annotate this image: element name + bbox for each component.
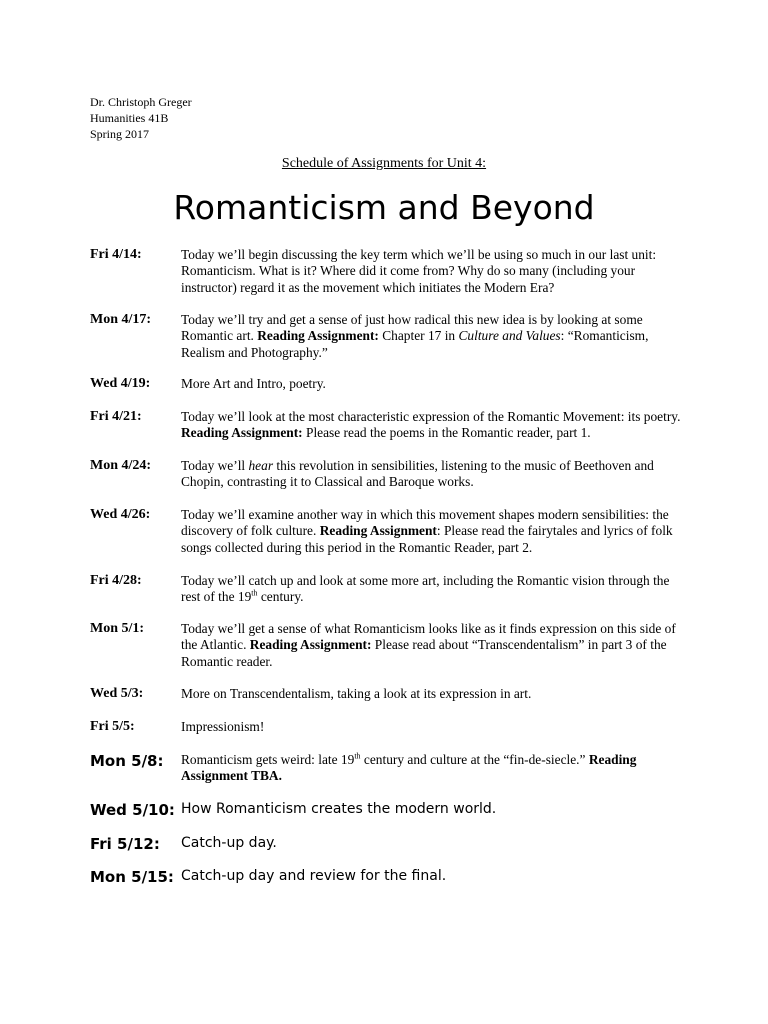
entry-description: Today we’ll hear this revolution in sensibilities, listening to the music of Beethoven and Chopin, contrasting it to Classical and Baroque works. [181, 458, 654, 490]
course-name: Humanities 41B [90, 111, 169, 125]
entry-description: Today we’ll get a sense of what Romanticism looks like as it finds expression on this side of the Atlantic. Reading Assignment: Please read about “Transcendentalism” in part 3 of the Romantic reader. [181, 621, 676, 669]
entry-description: Today we’ll examine another way in which this movement shapes modern sensibilities: the discovery of folk culture. Reading Assignment: Please read the fairytales and lyrics of folk songs collected during this period in the Romantic Reader, part 2. [181, 507, 673, 555]
entry-day: Wed 4/26: [90, 507, 151, 522]
entry-description: Today we’ll try and get a sense of just how radical this new idea is by looking at some Romantic art. Reading Assignment: Chapter 17 in Culture and Values: “Romanticism, Realism and Photography.” [181, 312, 649, 360]
reading-assignment-label: Reading Assignment TBA. [181, 752, 637, 784]
reading-assignment-label: Reading Assignment: [249, 637, 372, 653]
course-header [90, 94, 192, 142]
entry-day: Fri 4/14: [90, 247, 142, 262]
entry-description: Catch-up day and review for the final. [181, 868, 447, 884]
schedule-subtitle: Schedule of Assignments for Unit 4: [281, 156, 487, 171]
instructor-name: Dr. Christoph Greger [90, 95, 192, 109]
term: Spring 2017 [90, 127, 150, 141]
entry-day: Mon 5/15: [90, 868, 174, 886]
entry-description: Romanticism gets weird: late 19th century and culture at the “fin-de-siecle.” Reading Assignment TBA. [181, 751, 637, 784]
entry-day: Wed 5/3: [90, 686, 144, 701]
entry-description: More on Transcendentalism, taking a look at its expression in art. [181, 686, 532, 701]
entry-day: Mon 4/24: [90, 458, 152, 473]
entry-day: Wed 5/10: [90, 801, 175, 819]
reading-assignment-label: Reading Assignment: [257, 328, 379, 344]
entry-description: Today we’ll look at the most characteristic expression of the Romantic Movement: its poetry. Reading Assignment: Please read the poems in the Romantic reader, part 1. [181, 409, 681, 441]
entry-description: Impressionism! [181, 719, 265, 734]
entry-day: Fri 4/21: [90, 409, 142, 424]
entry-description: How Romanticism creates the modern world. [181, 801, 497, 817]
entry-day: Fri 5/12: [90, 835, 160, 853]
entry-day: Mon 5/1: [90, 621, 145, 636]
entry-description: Today we’ll catch up and look at some more art, including the Romantic vision through the rest of the 19th century. [181, 573, 670, 605]
entry-day: Fri 5/5: [90, 719, 135, 734]
entry-day: Wed 4/19: [90, 376, 151, 391]
book-title: Culture and Values [458, 328, 561, 344]
reading-assignment-label: Reading Assignment: [181, 425, 303, 441]
entry-description: Catch-up day. [181, 835, 277, 851]
page-title: Romanticism and Beyond [173, 188, 595, 227]
reading-assignment-label: Reading Assignment [319, 523, 437, 539]
entry-day: Mon 5/8: [90, 752, 164, 770]
entry-description: More Art and Intro, poetry. [181, 376, 326, 391]
entry-day: Mon 4/17: [90, 312, 152, 327]
entry-description: Today we’ll begin discussing the key term which we’ll be using so much in our last unit: Romanticism. What is it? Where did it come from? Why do so many (including your instructor) regard it as the movement which initiates the Modern Era? [181, 247, 657, 295]
entry-day: Fri 4/28: [90, 573, 142, 588]
